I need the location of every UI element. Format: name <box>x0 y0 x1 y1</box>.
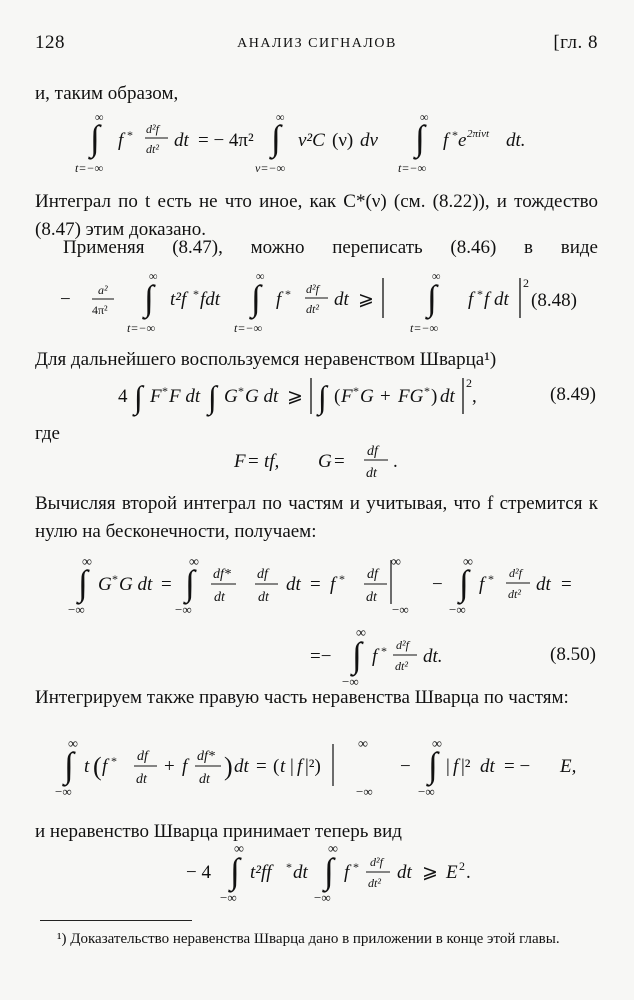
paragraph-3: Применяя (8.47), можно переписать (8.46) в виде <box>63 237 598 258</box>
svg-text:=: = <box>248 451 259 472</box>
equation-parts <box>55 737 576 799</box>
svg-text:∞: ∞ <box>149 269 158 283</box>
svg-text:−: − <box>432 574 443 595</box>
svg-text:*: * <box>111 754 117 768</box>
paragraph-2: Интеграл по t есть не что иное, как C*(ν) (см. (8.22)), и тождество (8.47) этим доказано. <box>35 191 598 240</box>
svg-text:d²f: d²f <box>306 282 319 296</box>
svg-text:∫: ∫ <box>251 278 261 318</box>
svg-text:∞: ∞ <box>276 110 285 124</box>
svg-text:dt²: dt² <box>306 302 319 316</box>
svg-text:−∞: −∞ <box>418 784 435 799</box>
svg-text:= − 4π²: = − 4π² <box>198 130 254 151</box>
svg-text:t=−∞: t=−∞ <box>127 321 156 335</box>
svg-text:∫: ∫ <box>324 851 334 891</box>
svg-text:dt: dt <box>440 386 455 407</box>
svg-text:∫: ∫ <box>428 745 438 785</box>
svg-text:*: * <box>127 128 133 142</box>
svg-text:∞: ∞ <box>189 555 199 570</box>
svg-text:(ν): (ν) <box>332 130 354 151</box>
svg-text:|: | <box>446 756 450 777</box>
svg-text:G dt: G dt <box>245 386 279 407</box>
equation-8-49 <box>118 376 477 417</box>
svg-text:F: F <box>234 451 246 472</box>
svg-text:df: df <box>367 444 378 459</box>
chapter-marker: [гл. 8 <box>553 32 598 53</box>
svg-text:(: ( <box>273 756 280 777</box>
svg-text:f: f <box>344 862 350 883</box>
svg-text:dt: dt <box>536 574 551 595</box>
svg-text:=−: =− <box>310 646 332 667</box>
svg-text:f: f <box>479 574 485 595</box>
svg-text:G: G <box>224 386 238 407</box>
svg-text:− 4: − 4 <box>186 862 211 883</box>
svg-text:t=−∞: t=−∞ <box>234 321 263 335</box>
equation-8-47 <box>75 110 526 175</box>
svg-text:tf,: tf, <box>264 451 280 472</box>
svg-text:|: | <box>290 756 294 777</box>
svg-text:+: + <box>164 756 175 777</box>
svg-text:2: 2 <box>459 859 465 873</box>
svg-text:df*: df* <box>197 749 215 764</box>
paragraph-1: и, таким образом, <box>35 83 179 104</box>
svg-text:+: + <box>380 386 391 407</box>
svg-text:∫: ∫ <box>144 278 154 318</box>
svg-text:t²ff: t²ff <box>250 862 272 883</box>
svg-text:|²: |² <box>461 756 471 777</box>
footnote-text: ¹) Доказательство неравенства Шварца дано в приложении в конце этой главы. <box>57 931 560 947</box>
svg-text:*: * <box>193 287 199 301</box>
page-number: 128 <box>35 32 65 53</box>
svg-text:*: * <box>285 287 291 301</box>
svg-text:∫: ∫ <box>415 118 425 158</box>
svg-text:2: 2 <box>466 376 472 390</box>
svg-text:t: t <box>280 756 286 777</box>
svg-text:∫: ∫ <box>352 635 362 675</box>
svg-text:∞: ∞ <box>82 555 92 570</box>
svg-text:∞: ∞ <box>328 842 338 857</box>
svg-text:dt: dt <box>397 862 412 883</box>
paragraph-8: и неравенство Шварца принимает теперь вид <box>35 821 402 842</box>
svg-text:=: = <box>561 574 572 595</box>
svg-text:(: ( <box>93 752 102 781</box>
svg-text:*: * <box>112 572 118 586</box>
svg-text:*: * <box>424 384 430 398</box>
svg-text:∞: ∞ <box>356 626 366 641</box>
svg-text:∫: ∫ <box>78 563 88 603</box>
svg-text:−∞: −∞ <box>220 890 237 905</box>
svg-text:dt: dt <box>136 772 147 787</box>
svg-text:d²f: d²f <box>396 638 409 652</box>
svg-text:*: * <box>452 128 458 142</box>
svg-text:dt: dt <box>480 756 495 777</box>
svg-text:=: = <box>334 451 345 472</box>
svg-text:dt: dt <box>258 590 269 605</box>
svg-text:(: ( <box>334 386 341 407</box>
svg-text:E,: E, <box>560 756 577 777</box>
svg-text:G: G <box>318 451 332 472</box>
svg-text:fdt: fdt <box>200 289 221 310</box>
equation-number-8-49: (8.49) <box>550 384 596 405</box>
svg-text:*: * <box>488 572 494 586</box>
svg-text:−∞: −∞ <box>356 784 373 799</box>
svg-text:⩾: ⩾ <box>358 289 374 310</box>
svg-text:f: f <box>102 756 108 777</box>
svg-text:f: f <box>297 756 303 777</box>
svg-text:∞: ∞ <box>68 737 78 752</box>
svg-text:dν: dν <box>360 130 378 151</box>
svg-text:*: * <box>339 572 345 586</box>
svg-text:.: . <box>466 862 471 883</box>
svg-text:*: * <box>381 644 387 658</box>
svg-text:∞: ∞ <box>391 555 401 570</box>
svg-text:*: * <box>353 860 359 874</box>
equation-8-50-line-1 <box>68 555 572 617</box>
svg-text:dt: dt <box>214 590 225 605</box>
paragraph-6: Вычисляя второй интеграл по частям и учитывая, что f стремится к нулю на бесконечности, получаем: <box>35 493 598 542</box>
footnote-rule <box>40 920 192 921</box>
svg-text:∞: ∞ <box>432 737 442 752</box>
svg-text:F: F <box>150 386 162 407</box>
svg-text:dt: dt <box>293 862 308 883</box>
svg-text:*: * <box>477 287 483 301</box>
svg-text:f: f <box>443 130 449 151</box>
svg-text:−∞: −∞ <box>342 674 359 689</box>
svg-text:f: f <box>330 574 336 595</box>
svg-text:df: df <box>137 749 148 764</box>
svg-text:∫: ∫ <box>230 851 240 891</box>
svg-text:f: f <box>468 289 474 310</box>
svg-text:f: f <box>276 289 282 310</box>
svg-text:⩾: ⩾ <box>287 386 303 407</box>
svg-text:t=−∞: t=−∞ <box>75 161 104 175</box>
svg-text:F dt: F dt <box>169 386 201 407</box>
svg-text:= −: = − <box>504 756 531 777</box>
svg-text:4π²: 4π² <box>92 303 108 317</box>
svg-text:4: 4 <box>118 386 128 407</box>
svg-text:=: = <box>310 574 321 595</box>
svg-text:dt: dt <box>199 772 210 787</box>
svg-text:∞: ∞ <box>358 737 368 752</box>
svg-text:): ) <box>431 386 438 407</box>
svg-text:∫: ∫ <box>459 563 469 603</box>
svg-text:−∞: −∞ <box>449 602 466 617</box>
svg-text:*: * <box>286 860 292 874</box>
svg-text:dt²: dt² <box>508 587 521 601</box>
svg-text:∞: ∞ <box>463 555 473 570</box>
equation-number-8-48: (8.48) <box>531 290 577 311</box>
svg-text:dt: dt <box>174 130 189 151</box>
svg-text:∫: ∫ <box>318 379 327 415</box>
svg-text:): ) <box>224 752 233 781</box>
svg-text:f: f <box>453 756 459 777</box>
svg-text:G: G <box>98 574 112 595</box>
svg-text:*: * <box>353 384 359 398</box>
svg-text:,: , <box>472 386 477 407</box>
svg-text:−∞: −∞ <box>314 890 331 905</box>
svg-text:⩾: ⩾ <box>422 862 438 883</box>
paragraph-7: Интегрируем также правую часть неравенства Шварца по частям: <box>35 687 569 708</box>
svg-text:t: t <box>84 756 90 777</box>
svg-text:−∞: −∞ <box>175 602 192 617</box>
svg-text:f: f <box>182 756 188 777</box>
svg-text:dt.: dt. <box>506 130 526 151</box>
equation-8-48 <box>60 269 529 335</box>
svg-text:t=−∞: t=−∞ <box>410 321 439 335</box>
svg-text:d²f: d²f <box>370 855 383 869</box>
svg-text:t²f: t²f <box>170 289 187 310</box>
svg-text:∫: ∫ <box>271 118 281 158</box>
svg-text:|²): |²) <box>305 756 321 777</box>
svg-text:∫: ∫ <box>134 379 143 415</box>
svg-text:e: e <box>458 130 467 151</box>
svg-text:FG: FG <box>398 386 424 407</box>
svg-text:f dt: f dt <box>484 289 509 310</box>
svg-text:∫: ∫ <box>90 118 100 158</box>
svg-text:dt: dt <box>286 574 301 595</box>
svg-text:∫: ∫ <box>208 379 217 415</box>
svg-text:dt²: dt² <box>395 659 408 673</box>
svg-text:−: − <box>400 756 411 777</box>
equation-definitions <box>233 444 398 481</box>
svg-text:−∞: −∞ <box>392 602 409 617</box>
equation-final <box>186 842 471 905</box>
svg-text:∫: ∫ <box>427 278 437 318</box>
svg-text:−∞: −∞ <box>68 602 85 617</box>
svg-text:2πiνt: 2πiνt <box>467 128 490 140</box>
svg-text:dt: dt <box>334 289 349 310</box>
svg-text:G dt: G dt <box>119 574 153 595</box>
running-title: АНАЛИЗ СИГНАЛОВ <box>237 36 397 51</box>
paragraph-4: Для дальнейшего воспользуемся неравенством Шварца¹) <box>35 349 497 370</box>
svg-text:=: = <box>161 574 172 595</box>
svg-text:dt: dt <box>234 756 249 777</box>
svg-text:df*: df* <box>213 567 231 582</box>
svg-text:ν=−∞: ν=−∞ <box>255 161 286 175</box>
svg-text:∫: ∫ <box>185 563 195 603</box>
svg-text:f: f <box>372 646 378 667</box>
svg-text:dt²: dt² <box>146 142 159 156</box>
equation-number-8-50: (8.50) <box>550 644 596 665</box>
svg-text:∞: ∞ <box>234 842 244 857</box>
svg-text:*: * <box>162 384 168 398</box>
svg-text:t=−∞: t=−∞ <box>398 161 427 175</box>
svg-text:.: . <box>393 451 398 472</box>
svg-text:dt: dt <box>366 590 377 605</box>
svg-text:*: * <box>238 384 244 398</box>
equation-8-50-line-2 <box>310 626 443 689</box>
svg-text:d²f: d²f <box>509 566 522 580</box>
svg-text:ν²C: ν²C <box>298 130 325 151</box>
svg-text:∞: ∞ <box>420 110 429 124</box>
svg-text:∞: ∞ <box>432 269 441 283</box>
svg-text:∫: ∫ <box>64 745 74 785</box>
svg-text:−: − <box>60 289 71 310</box>
svg-text:−∞: −∞ <box>55 784 72 799</box>
svg-text:∞: ∞ <box>256 269 265 283</box>
svg-text:2: 2 <box>523 276 529 290</box>
svg-text:dt²: dt² <box>368 876 381 890</box>
svg-text:dt.: dt. <box>423 646 443 667</box>
svg-text:d²f: d²f <box>146 122 159 136</box>
svg-text:=: = <box>256 756 267 777</box>
svg-text:df: df <box>367 567 378 582</box>
svg-text:G: G <box>360 386 374 407</box>
paragraph-5: где <box>35 423 60 444</box>
svg-text:a²: a² <box>98 283 108 297</box>
footnote <box>35 928 598 950</box>
svg-text:∞: ∞ <box>95 110 104 124</box>
svg-text:F: F <box>341 386 353 407</box>
svg-text:f: f <box>118 130 124 151</box>
svg-text:E: E <box>446 862 458 883</box>
svg-text:df: df <box>257 567 268 582</box>
svg-text:dt: dt <box>366 466 377 481</box>
